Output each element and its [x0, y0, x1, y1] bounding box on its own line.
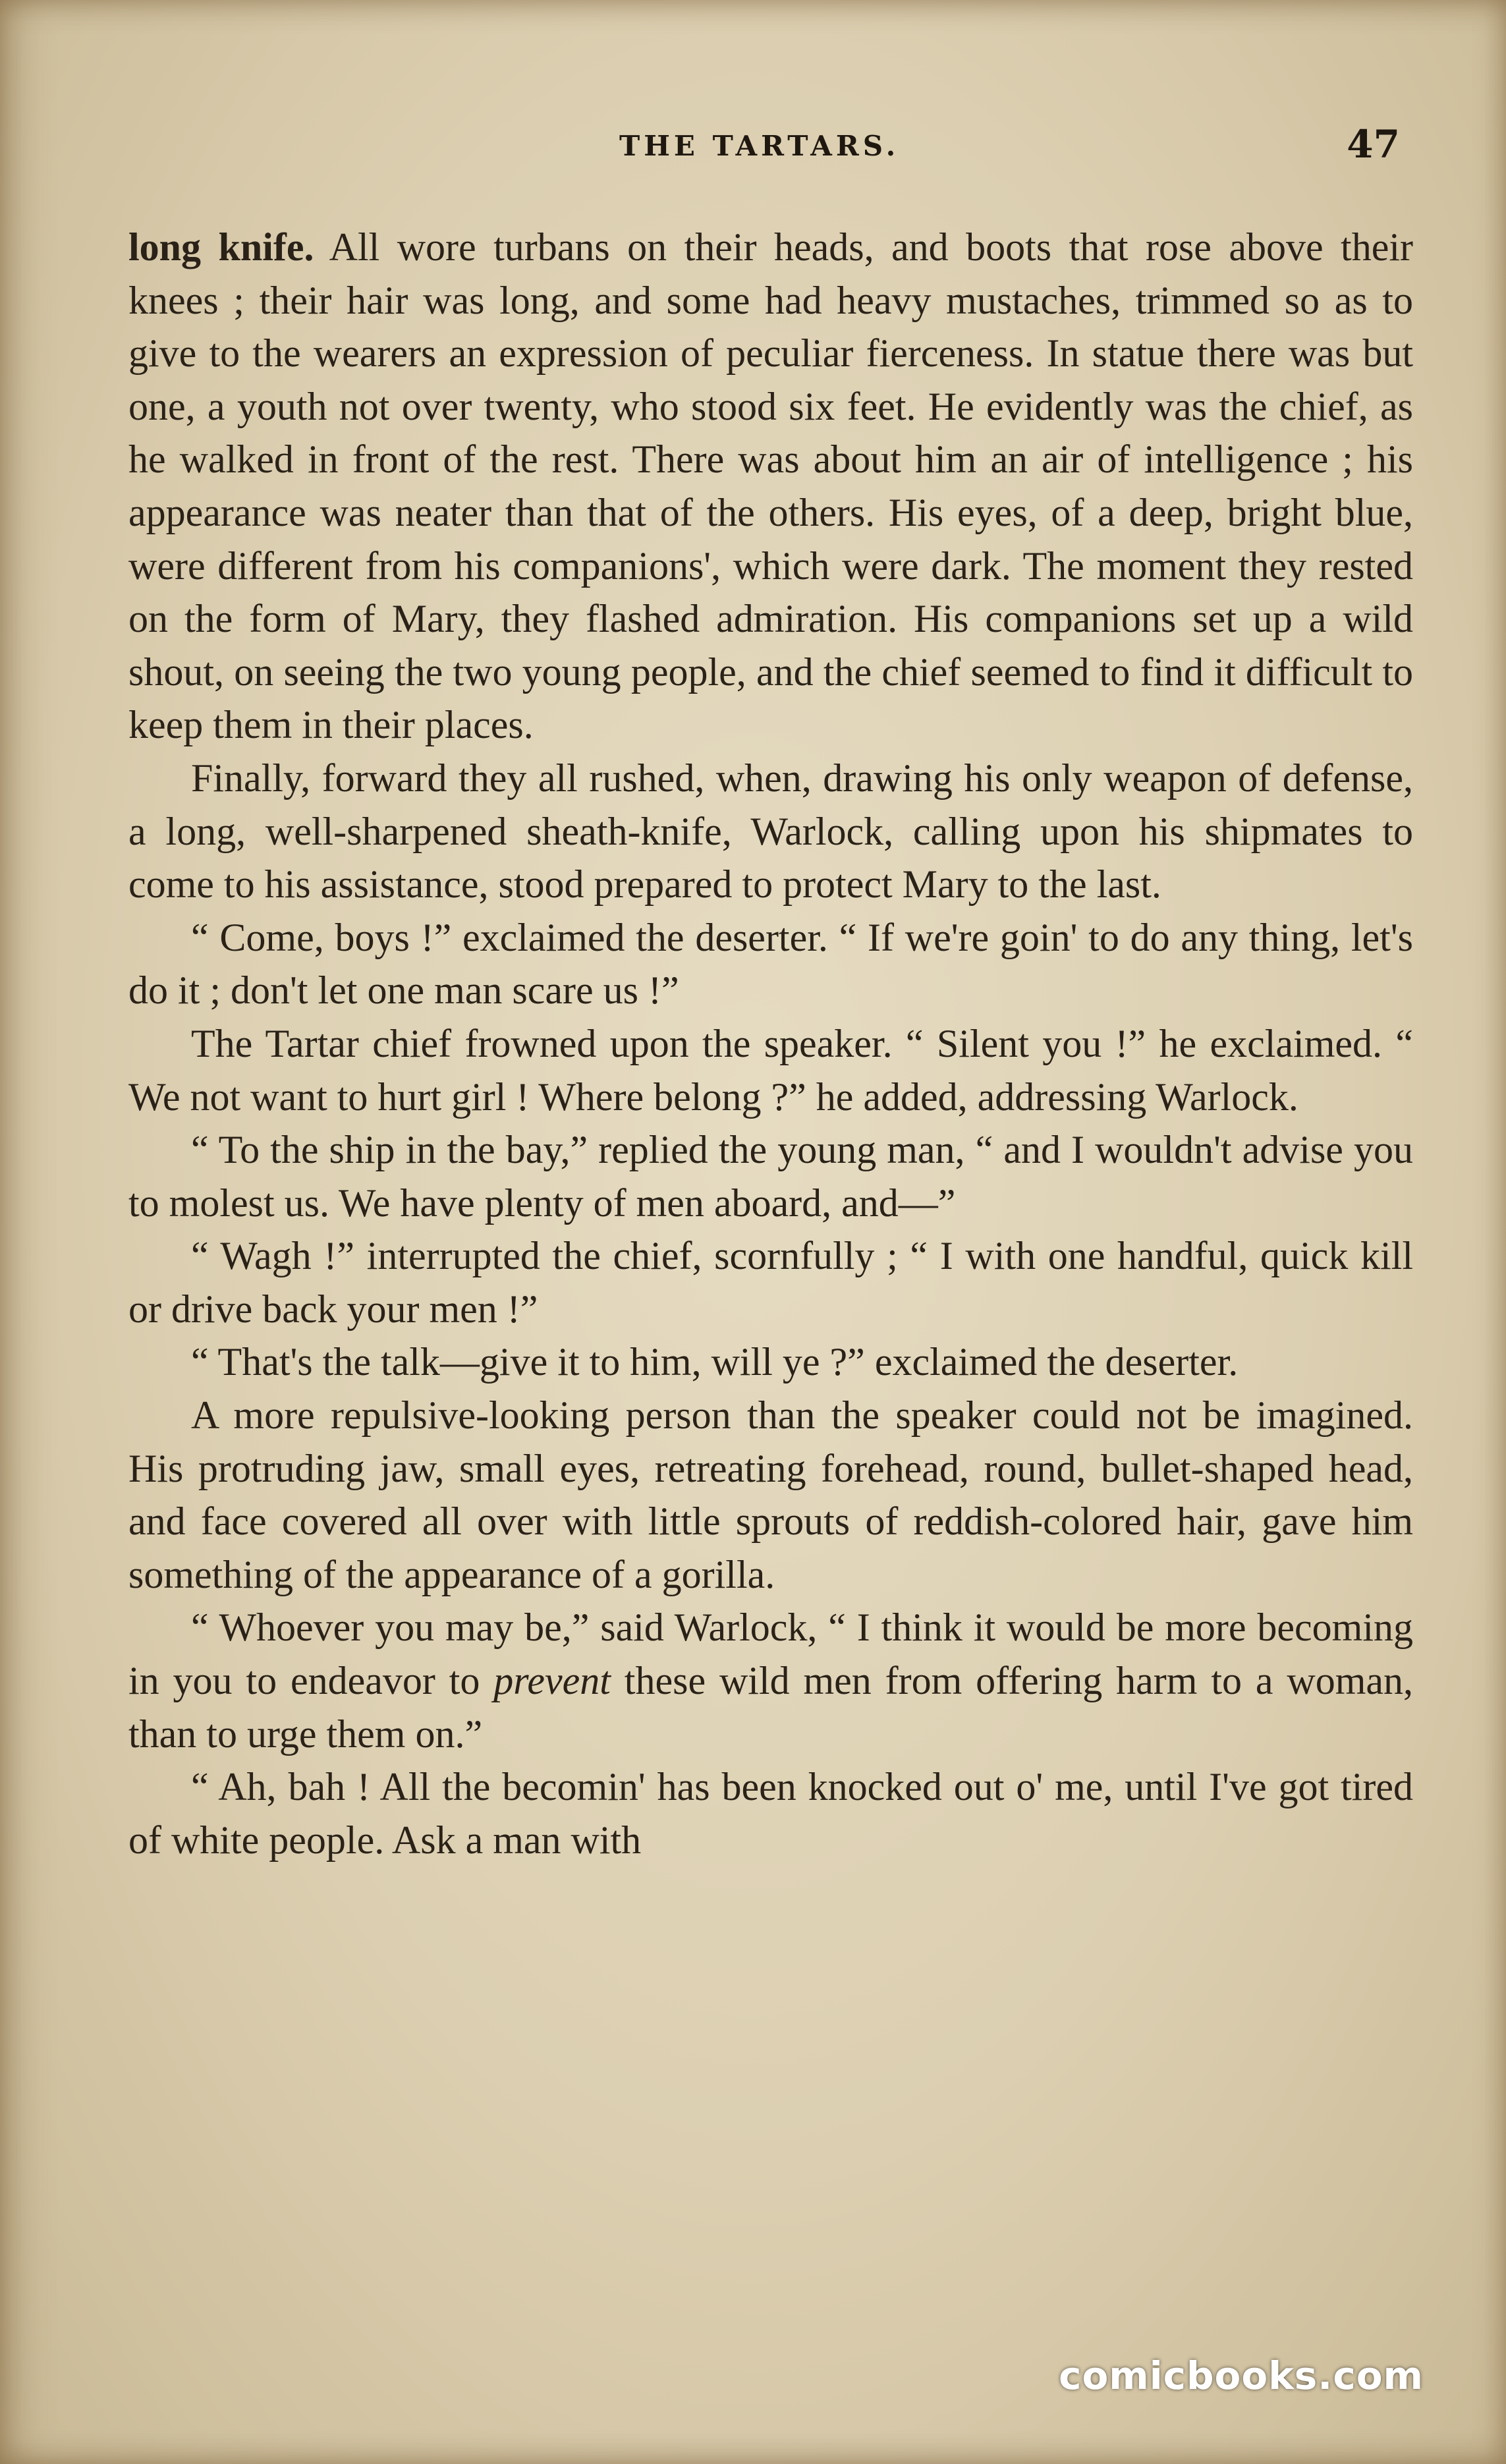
paragraph-5: “ To the ship in the bay,” replied the young man, “ and I wouldn't advise you to molest us. We have plenty of men aboard, and—” — [128, 1128, 1413, 1225]
running-head: THE TARTARS. — [619, 130, 900, 162]
paragraph-1-lead: long knife. — [128, 225, 314, 269]
paragraph-10: “ Ah, bah ! All the becomin' has been knocked out o' me, until I've got tired of white people. Ask a man with — [128, 1765, 1413, 1862]
paragraph-8: A more repulsive-looking person than the speaker could not be imagined. His protruding jaw, small eyes, retreating forehead, round, bullet-shaped head, and face covered all over with little sprouts of reddish-colored hair, gave him something of the appearance of a gorilla. — [128, 1393, 1413, 1596]
paragraph-9-emphasis: prevent — [493, 1659, 611, 1703]
paragraph-4: The Tartar chief frowned upon the speaker. “ Silent you !” he exclaimed. “ We not want to hurt girl ! Where belong ?” he added, addressing Warlock. — [128, 1021, 1413, 1119]
page-number: 47 — [1347, 122, 1400, 167]
body-text — [128, 221, 1413, 1866]
paragraph-9-before: “ Whoever you may be,” said Warlock, “ I think it would be more becoming in you to endeavor to — [128, 1606, 1413, 1703]
paragraph-6: “ Wagh !” interrupted the chief, scornfully ; “ I with one handful, quick kill or drive back your men !” — [128, 1234, 1413, 1331]
paragraph-9-after: these wild men from offering harm to a woman, than to urge them on.” — [128, 1659, 1413, 1756]
page-header — [128, 122, 1413, 168]
paragraph-1-text: All wore turbans on their heads, and boots that rose above their knees ; their hair was long, and some had heavy mustaches, trimmed so as to give to the wearers an expression of peculiar fierceness. In statue there was but one, a youth not over twenty, who stood six feet. He evidently was the chief, as he walked in front of the rest. There was about him an air of intelligence ; his appearance was neater than that of the others. His eyes, of a deep, bright blue, were different from his companions', which were dark. The moment they rested on the form of Mary, they flashed admiration. His companions set up a wild shout, on seeing the two young people, and the chief seemed to find it difficult to keep them in their places. — [128, 225, 1413, 747]
paragraph-7: “ That's the talk—give it to him, will ye ?” exclaimed the deserter. — [191, 1340, 1239, 1384]
paragraph-1 — [128, 221, 1413, 752]
watermark-text: comicbooks.com — [1059, 2353, 1424, 2398]
paragraph-9 — [128, 1601, 1413, 1760]
paragraph-2: Finally, forward they all rushed, when, drawing his only weapon of defense, a long, well-sharpened sheath-knife, Warlock, calling upon his shipmates to come to his assistance, stood prepared to protect Mary to the last. — [128, 756, 1413, 907]
paragraph-3: “ Come, boys !” exclaimed the deserter. “ If we're goin' to do any thing, let's do it ; don't let one man scare us !” — [128, 915, 1413, 1013]
